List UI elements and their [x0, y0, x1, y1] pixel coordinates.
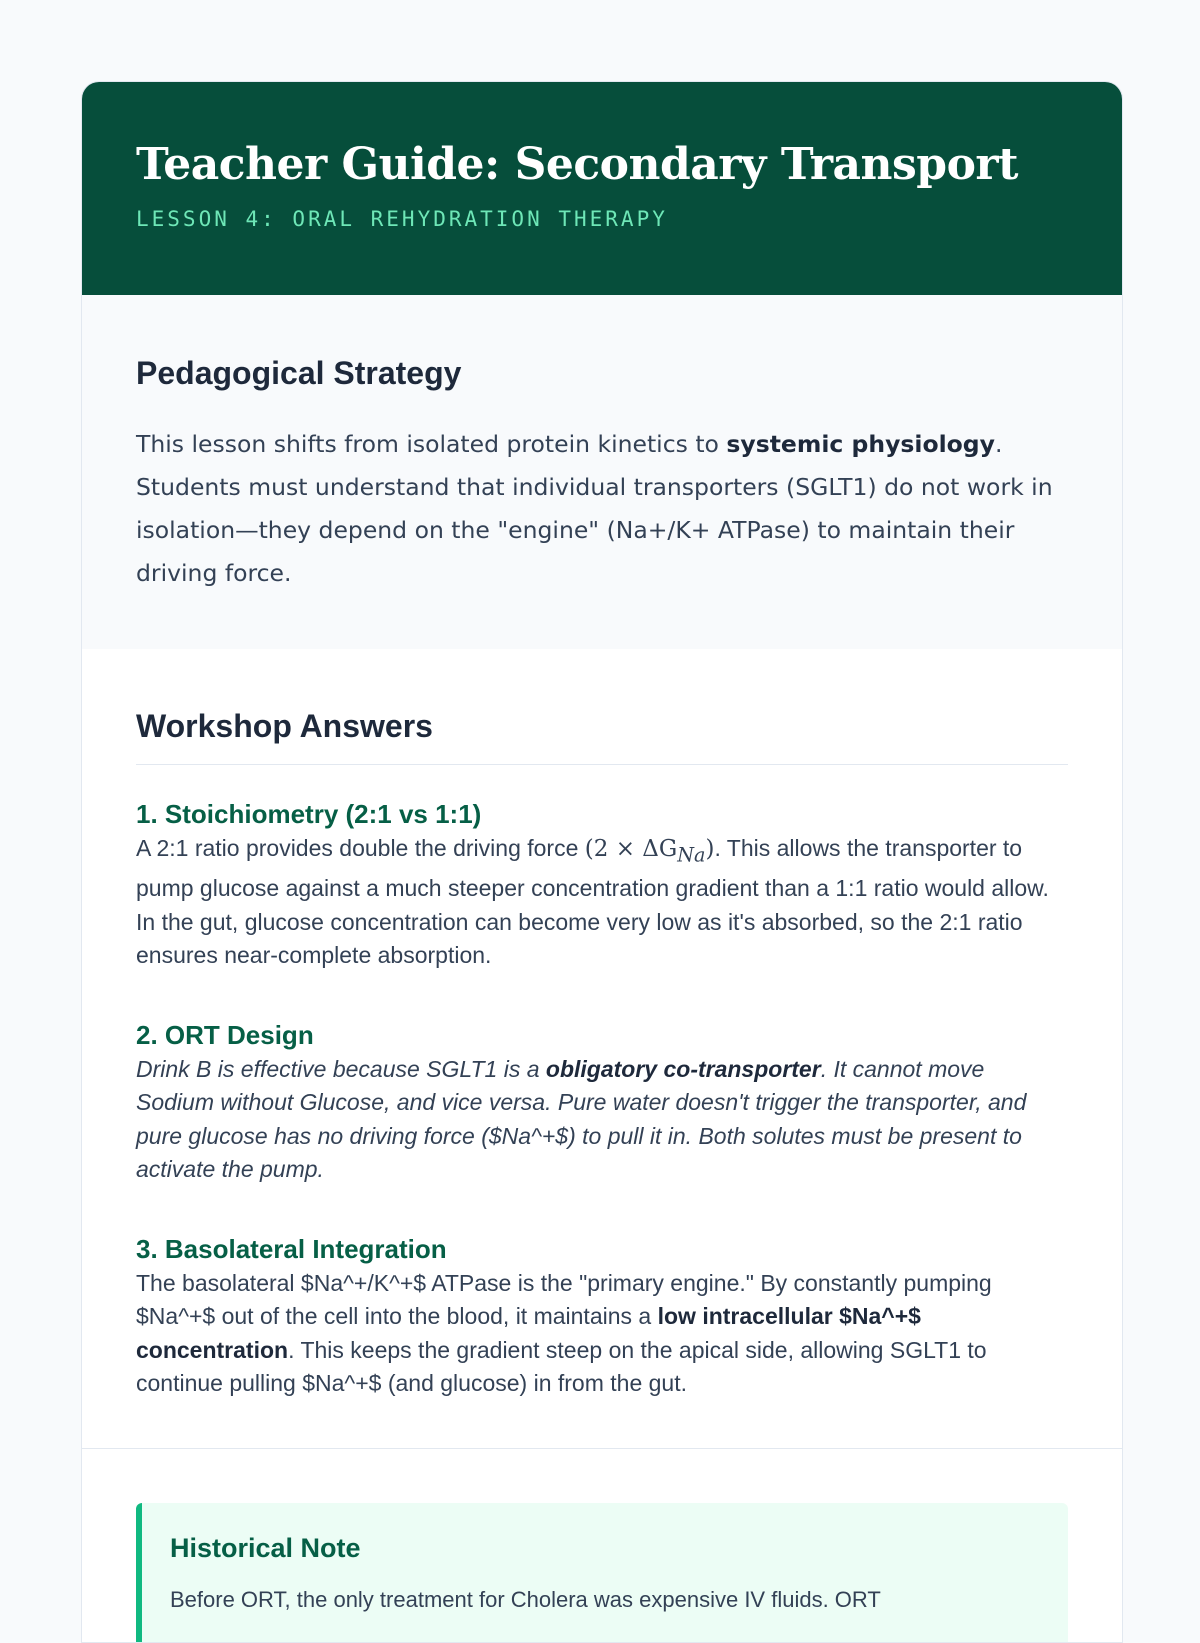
answer-1-text-1: A 2:1 ratio provides double the driving force	[136, 835, 585, 861]
answer-1-text	[136, 832, 1068, 973]
answer-3-text-2: . This keeps the gradient steep on the apical side, allowing SGLT1 to continue pulling $Na^+$ (and glucose) in from the gut.	[136, 1336, 987, 1397]
page-title: Teacher Guide: Secondary Transport	[136, 139, 1018, 190]
strategy-text-2: . Students must understand that individual transporters (SGLT1) do not work in isolation—they depend on the "engine" (Na+/K+ ATPase) to maintain their driving force.	[136, 430, 1053, 587]
lesson-subtitle: LESSON 4: ORAL REHYDRATION THERAPY	[136, 207, 668, 231]
answer-2-text	[136, 1053, 1068, 1187]
answer-3-title: 3. Basolateral Integration	[136, 1233, 447, 1264]
answer-3-bold-1: low intracellular $Na^+$ concentration	[136, 1303, 921, 1363]
strategy-text-1: This lesson shifts from isolated protein kinetics to	[136, 430, 727, 458]
workshop-answers-section	[82, 649, 1122, 1449]
math-subscript: Na	[677, 843, 706, 867]
math-main: (2 × ΔG	[584, 836, 678, 862]
pedagogical-strategy-section	[82, 295, 1122, 649]
answer-3	[136, 1233, 1068, 1401]
math-close: )	[705, 836, 715, 862]
workshop-heading: Workshop Answers	[136, 708, 433, 744]
answer-2-text-1: Drink B is effective because SGLT1 is a	[136, 1055, 546, 1082]
answer-2-text-2: . It cannot move Sodium without Glucose, and vice versa. Pure water doesn't trigger the transporter, and pure glucose has no driving force ($Na^+$) to pull it in. Both solutes must be present to activate the pump.	[136, 1055, 1027, 1183]
historical-note-heading: Historical Note	[170, 1533, 361, 1563]
answer-3-text	[136, 1267, 1068, 1401]
divider	[136, 764, 1068, 765]
historical-note-wrapper	[82, 1449, 1122, 1643]
answer-2-bold-1: obligatory co-transporter	[545, 1055, 821, 1082]
historical-note-text: Before ORT, the only treatment for Cholera was expensive IV fluids. ORT	[170, 1587, 881, 1612]
answer-3-text-1: The basolateral $Na^+/K^+$ ATPase is the "primary engine." By constantly pumping $Na^+$ out of the cell into the blood, it maintains a	[136, 1269, 992, 1330]
strategy-heading: Pedagogical Strategy	[136, 355, 462, 391]
historical-note-callout	[136, 1503, 1068, 1643]
teacher-guide-card	[81, 81, 1123, 1643]
strategy-bold-1: systemic physiology	[726, 430, 995, 458]
guide-header	[82, 82, 1122, 295]
answer-2-title: 2. ORT Design	[136, 1019, 314, 1050]
answer-1-text-2: . This allows the transporter to pump glucose against a much steeper concentration gradient than a 1:1 ratio would allow. In the gut, glucose concentration can become very low as it's absorbed, so the 2:1 ratio ensures near-complete absorption.	[136, 835, 1049, 969]
answer-1-title: 1. Stoichiometry (2:1 vs 1:1)	[136, 799, 482, 829]
answer-2	[136, 1019, 1068, 1187]
math-expression	[584, 836, 715, 867]
strategy-paragraph	[136, 423, 1068, 595]
answer-1	[136, 798, 1068, 973]
